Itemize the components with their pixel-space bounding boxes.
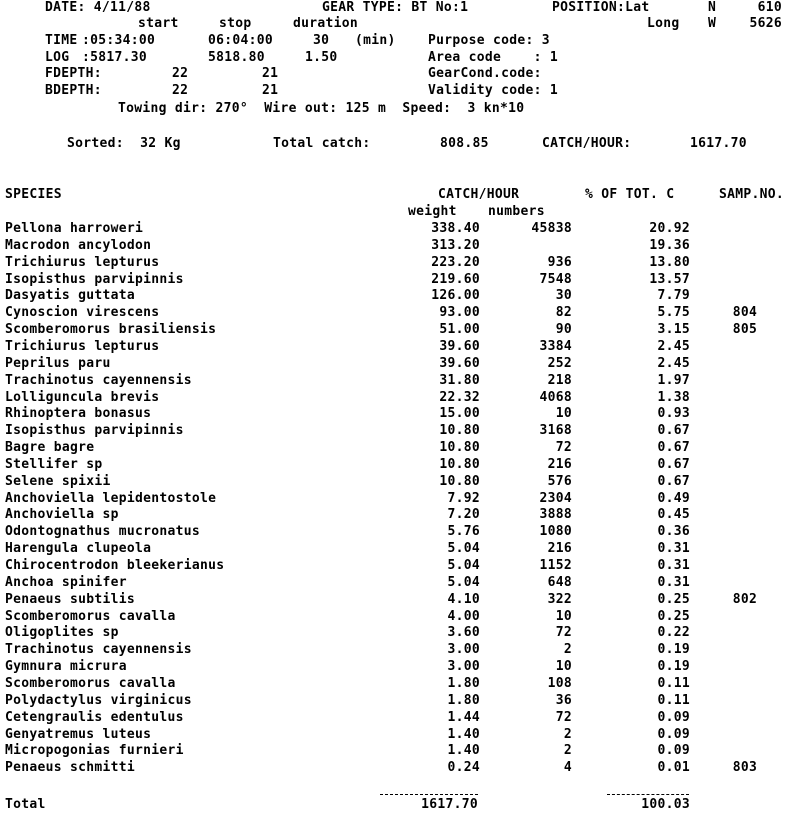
catch-weight: 22.32 bbox=[439, 390, 480, 405]
catch-numbers: 4068 bbox=[539, 390, 572, 405]
log-stop: 5818.80 bbox=[208, 50, 265, 65]
total-weight: 1617.70 bbox=[421, 797, 478, 812]
species-name: Penaeus schmitti bbox=[5, 760, 136, 775]
species-name: Cetengraulis edentulus bbox=[5, 710, 184, 725]
percent-of-total: 3.15 bbox=[657, 322, 690, 337]
species-name: Macrodon ancylodon bbox=[5, 238, 152, 253]
catch-numbers: 2 bbox=[563, 727, 572, 742]
catch-numbers: 216 bbox=[547, 541, 572, 556]
catch-weight: 10.80 bbox=[439, 423, 480, 438]
species-name: Chirocentrodon bleekerianus bbox=[5, 558, 225, 573]
position-label: POSITION:Lat bbox=[552, 0, 650, 15]
lat-value: 610 bbox=[757, 0, 782, 15]
percent-of-total: 20.92 bbox=[649, 221, 690, 236]
sorted-weight: Sorted: 32 Kg bbox=[67, 136, 181, 151]
percent-of-total: 7.79 bbox=[657, 288, 690, 303]
catch-hour-label: CATCH/HOUR: bbox=[542, 136, 632, 151]
species-name: Polydactylus virginicus bbox=[5, 693, 192, 708]
percent-of-total: 0.67 bbox=[657, 423, 690, 438]
species-name: Selene spixii bbox=[5, 474, 111, 489]
catch-weight: 3.60 bbox=[447, 625, 480, 640]
percent-of-total: 0.31 bbox=[657, 541, 690, 556]
species-name: Scomberomorus brasiliensis bbox=[5, 322, 217, 337]
percent-of-total: 0.09 bbox=[657, 710, 690, 725]
total-catch-label: Total catch: bbox=[273, 136, 371, 151]
percent-of-total: 0.01 bbox=[657, 760, 690, 775]
percent-of-total: 13.80 bbox=[649, 255, 690, 270]
catch-numbers: 3168 bbox=[539, 423, 572, 438]
time-unit: (min) bbox=[355, 33, 396, 48]
catch-weight: 7.20 bbox=[447, 507, 480, 522]
catch-numbers: 216 bbox=[547, 457, 572, 472]
catch-weight: 1.40 bbox=[447, 743, 480, 758]
percent-of-total: 0.11 bbox=[657, 676, 690, 691]
catch-numbers: 2 bbox=[563, 743, 572, 758]
fdepth-start: 22 bbox=[172, 66, 189, 81]
species-name: Pellona harroweri bbox=[5, 221, 144, 236]
catch-numbers: 936 bbox=[547, 255, 572, 270]
catch-numbers: 10 bbox=[555, 609, 572, 624]
catch-weight: 93.00 bbox=[439, 305, 480, 320]
percent-of-total: 1.97 bbox=[657, 373, 690, 388]
species-name: Scomberomorus cavalla bbox=[5, 676, 176, 691]
log-duration: 1.50 bbox=[305, 50, 338, 65]
catch-numbers: 7548 bbox=[539, 272, 572, 287]
catch-numbers: 4 bbox=[563, 760, 572, 775]
bdepth-stop: 21 bbox=[262, 83, 279, 98]
percent-of-total: 0.19 bbox=[657, 642, 690, 657]
species-name: Dasyatis guttata bbox=[5, 288, 136, 303]
catch-weight: 1.80 bbox=[447, 693, 480, 708]
fdepth-stop: 21 bbox=[262, 66, 279, 81]
numbers-subheader: numbers bbox=[488, 204, 545, 219]
catch-weight: 39.60 bbox=[439, 356, 480, 371]
total-label: Total bbox=[5, 797, 46, 812]
long-value: 5626 bbox=[749, 16, 782, 31]
percent-column-header: % OF TOT. C bbox=[585, 187, 675, 202]
catch-numbers: 108 bbox=[547, 676, 572, 691]
species-name: Rhinoptera bonasus bbox=[5, 406, 152, 421]
percent-of-total: 2.45 bbox=[657, 339, 690, 354]
species-name: Oligoplites sp bbox=[5, 625, 119, 640]
catch-numbers: 72 bbox=[555, 625, 572, 640]
catch-weight: 126.00 bbox=[431, 288, 480, 303]
species-name: Trichiurus lepturus bbox=[5, 339, 160, 354]
species-name: Odontognathus mucronatus bbox=[5, 524, 201, 539]
bdepth-start: 22 bbox=[172, 83, 189, 98]
catch-weight: 5.04 bbox=[447, 558, 480, 573]
purpose-code: Purpose code: 3 bbox=[428, 33, 550, 48]
species-name: Cynoscion virescens bbox=[5, 305, 160, 320]
catch-weight: 31.80 bbox=[439, 373, 480, 388]
catch-weight: 10.80 bbox=[439, 457, 480, 472]
catch-weight: 7.92 bbox=[447, 491, 480, 506]
col-duration: duration bbox=[293, 16, 359, 31]
percent-of-total: 0.09 bbox=[657, 743, 690, 758]
catch-weight: 1.80 bbox=[447, 676, 480, 691]
catch-weight: 0.24 bbox=[447, 760, 480, 775]
catch-weight: 3.00 bbox=[447, 659, 480, 674]
catch-weight: 39.60 bbox=[439, 339, 480, 354]
col-start: start bbox=[138, 16, 179, 31]
species-name: Genyatremus luteus bbox=[5, 727, 152, 742]
area-code: Area code : 1 bbox=[428, 50, 559, 65]
catch-numbers: 3888 bbox=[539, 507, 572, 522]
total-percent: 100.03 bbox=[641, 797, 690, 812]
gear-condition-code: GearCond.code: bbox=[428, 66, 542, 81]
percent-of-total: 0.11 bbox=[657, 693, 690, 708]
species-name: Trichiurus lepturus bbox=[5, 255, 160, 270]
catch-weight: 313.20 bbox=[431, 238, 480, 253]
catch-numbers: 82 bbox=[555, 305, 572, 320]
percent-of-total: 0.67 bbox=[657, 440, 690, 455]
percent-of-total: 0.49 bbox=[657, 491, 690, 506]
species-column-header: SPECIES bbox=[5, 187, 62, 202]
total-catch-value: 808.85 bbox=[440, 136, 489, 151]
species-name: Gymnura micrura bbox=[5, 659, 127, 674]
catch-numbers: 218 bbox=[547, 373, 572, 388]
catch-hour-column-header: CATCH/HOUR bbox=[438, 187, 520, 202]
percent-of-total: 0.09 bbox=[657, 727, 690, 742]
catch-weight: 15.00 bbox=[439, 406, 480, 421]
bdepth-label: BDEPTH: bbox=[45, 83, 102, 98]
lat-hemisphere: N bbox=[708, 0, 717, 15]
species-name: Scomberomorus cavalla bbox=[5, 609, 176, 624]
percent-of-total: 13.57 bbox=[649, 272, 690, 287]
species-name: Stellifer sp bbox=[5, 457, 103, 472]
species-name: Trachinotus cayennensis bbox=[5, 373, 192, 388]
time-stop: 06:04:00 bbox=[208, 33, 274, 48]
catch-weight: 223.20 bbox=[431, 255, 480, 270]
long-hemisphere: W bbox=[708, 16, 717, 31]
percent-of-total: 0.31 bbox=[657, 558, 690, 573]
species-name: Lolliguncula brevis bbox=[5, 390, 160, 405]
time-start: :05:34:00 bbox=[82, 33, 156, 48]
catch-numbers: 30 bbox=[555, 288, 572, 303]
species-name: Isopisthus parvipinnis bbox=[5, 272, 184, 287]
species-name: Bagre bagre bbox=[5, 440, 95, 455]
catch-weight: 1.40 bbox=[447, 727, 480, 742]
species-name: Harengula clupeola bbox=[5, 541, 152, 556]
percent-of-total: 0.45 bbox=[657, 507, 690, 522]
time-label: TIME bbox=[45, 33, 78, 48]
catch-numbers: 72 bbox=[555, 710, 572, 725]
species-name: Penaeus subtilis bbox=[5, 592, 136, 607]
catch-weight: 51.00 bbox=[439, 322, 480, 337]
percent-of-total: 0.25 bbox=[657, 609, 690, 624]
catch-numbers: 3384 bbox=[539, 339, 572, 354]
long-label: Long bbox=[647, 16, 680, 31]
percent-of-total: 0.22 bbox=[657, 625, 690, 640]
catch-numbers: 10 bbox=[555, 659, 572, 674]
catch-weight: 5.04 bbox=[447, 575, 480, 590]
towing-info: Towing dir: 270° Wire out: 125 m Speed: 3 kn*10 bbox=[118, 101, 525, 116]
catch-numbers: 648 bbox=[547, 575, 572, 590]
weight-total-rule bbox=[380, 794, 478, 795]
report-date: DATE: 4/11/88 bbox=[45, 0, 151, 15]
log-label: LOG bbox=[45, 50, 70, 65]
catch-weight: 5.04 bbox=[447, 541, 480, 556]
log-start: :5817.30 bbox=[82, 50, 148, 65]
species-name: Anchoa spinifer bbox=[5, 575, 127, 590]
sample-number: 804 bbox=[732, 305, 758, 320]
catch-weight: 5.76 bbox=[447, 524, 480, 539]
percent-of-total: 1.38 bbox=[657, 390, 690, 405]
validity-code: Validity code: 1 bbox=[428, 83, 559, 98]
catch-numbers: 252 bbox=[547, 356, 572, 371]
species-name: Isopisthus parvipinnis bbox=[5, 423, 184, 438]
gear-type: GEAR TYPE: BT No:1 bbox=[322, 0, 469, 15]
percent-of-total: 0.31 bbox=[657, 575, 690, 590]
percent-of-total: 2.45 bbox=[657, 356, 690, 371]
catch-weight: 338.40 bbox=[431, 221, 480, 236]
catch-numbers: 45838 bbox=[531, 221, 572, 236]
catch-weight: 10.80 bbox=[439, 474, 480, 489]
percent-of-total: 5.75 bbox=[657, 305, 690, 320]
sample-number: 803 bbox=[732, 760, 758, 775]
catch-weight: 4.10 bbox=[447, 592, 480, 607]
weight-subheader: weight bbox=[408, 204, 457, 219]
catch-numbers: 1080 bbox=[539, 524, 572, 539]
species-name: Trachinotus cayennensis bbox=[5, 642, 192, 657]
percent-of-total: 0.36 bbox=[657, 524, 690, 539]
percent-total-rule bbox=[607, 794, 689, 795]
fdepth-label: FDEPTH: bbox=[45, 66, 102, 81]
catch-numbers: 10 bbox=[555, 406, 572, 421]
species-name: Anchoviella lepidentostole bbox=[5, 491, 217, 506]
catch-weight: 219.60 bbox=[431, 272, 480, 287]
time-duration: 30 bbox=[313, 33, 330, 48]
catch-numbers: 2304 bbox=[539, 491, 572, 506]
sample-number: 802 bbox=[732, 592, 758, 607]
catch-numbers: 90 bbox=[555, 322, 572, 337]
catch-numbers: 2 bbox=[563, 642, 572, 657]
percent-of-total: 0.25 bbox=[657, 592, 690, 607]
catch-weight: 10.80 bbox=[439, 440, 480, 455]
percent-of-total: 0.93 bbox=[657, 406, 690, 421]
percent-of-total: 0.67 bbox=[657, 474, 690, 489]
catch-numbers: 576 bbox=[547, 474, 572, 489]
sample-column-header: SAMP.NO. bbox=[719, 187, 785, 202]
sample-number: 805 bbox=[732, 322, 758, 337]
percent-of-total: 0.19 bbox=[657, 659, 690, 674]
catch-numbers: 322 bbox=[547, 592, 572, 607]
catch-weight: 4.00 bbox=[447, 609, 480, 624]
catch-weight: 3.00 bbox=[447, 642, 480, 657]
catch-weight: 1.44 bbox=[447, 710, 480, 725]
species-name: Micropogonias furnieri bbox=[5, 743, 184, 758]
percent-of-total: 0.67 bbox=[657, 457, 690, 472]
species-name: Peprilus paru bbox=[5, 356, 111, 371]
species-name: Anchoviella sp bbox=[5, 507, 119, 522]
col-stop: stop bbox=[219, 16, 252, 31]
catch-hour-value: 1617.70 bbox=[690, 136, 747, 151]
catch-numbers: 72 bbox=[555, 440, 572, 455]
catch-numbers: 36 bbox=[555, 693, 572, 708]
catch-numbers: 1152 bbox=[539, 558, 572, 573]
percent-of-total: 19.36 bbox=[649, 238, 690, 253]
